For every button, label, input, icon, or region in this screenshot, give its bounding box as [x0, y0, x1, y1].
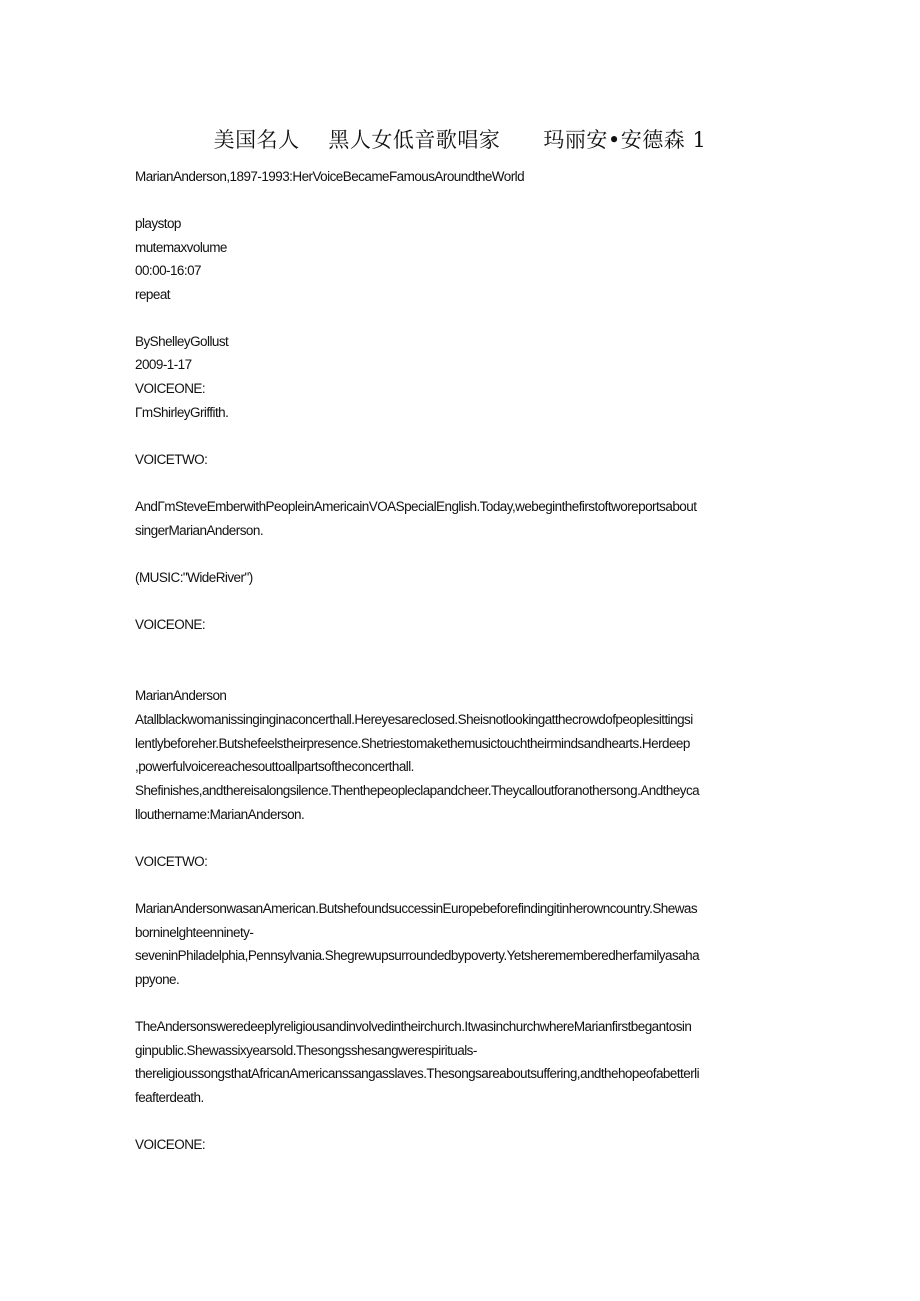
- player-mute-volume: mutemaxvolume: [135, 240, 227, 255]
- paragraph-line: TheAndersonsweredeeplyreligiousandinvolvedintheirchurch.ItwasinchurchwhereMarianfirstbegantosin: [135, 1019, 692, 1034]
- paragraph-line: Shefinishes,andthereisalongsilence.Thenthepeopleclapandcheer.Theycalloutforanothersong.Andtheyca: [135, 783, 700, 798]
- section-heading: MarianAnderson: [135, 688, 227, 703]
- paragraph-line: ginpublic.Shewassixyearsold.Thesongsshesangwerespirituals-: [135, 1043, 477, 1058]
- paragraph-line: thereligioussongsthatAfricanAmericanssangasslaves.Thesongsareaboutsuffering,andthehopeofabetterli: [135, 1066, 700, 1081]
- date: 2009-1-17: [135, 357, 192, 372]
- paragraph-line: MarianAndersonwasanAmerican.ButshefoundsuccessinEuropebeforefindingitinherowncountry.Shewas: [135, 901, 698, 916]
- paragraph-line: singerMarianAnderson.: [135, 523, 264, 538]
- player-time: 00:00-16:07: [135, 263, 202, 278]
- subtitle: MarianAnderson,1897-1993:HerVoiceBecameFamousAroundtheWorld: [135, 169, 525, 184]
- paragraph-line: llouthername:MarianAnderson.: [135, 807, 305, 822]
- speaker-label: VOICETWO:: [135, 452, 208, 467]
- paragraph-line: Atallblackwomanissinginginaconcerthall.Hereyesareclosed.Sheisnotlookingatthecrowdofpeoplesittingsi: [135, 712, 693, 727]
- paragraph-line: ,powerfulvoicereachesouttoallpartsoftheconcerthall.: [135, 759, 414, 774]
- speaker-label: VOICEONE:: [135, 1137, 206, 1152]
- player-play-stop: playstop: [135, 216, 181, 231]
- speaker-label: VOICEONE:: [135, 381, 206, 396]
- text-line: ΓmShirleyGriffith.: [135, 405, 229, 420]
- speaker-label: VOICETWO:: [135, 854, 208, 869]
- paragraph-line: ppyone.: [135, 972, 180, 987]
- paragraph-line: borninelghteenninety-: [135, 925, 254, 940]
- paragraph-line: AndΓmSteveEmberwithPeopleinAmericainVOASpecialEnglish.Today,webeginthefirstoftworeportsabout: [135, 499, 697, 514]
- paragraph-line: lentlybeforeher.Butshefeelstheirpresence.Shetriestomakethemusictouchtheirmindsandhearts.Herdeep: [135, 736, 690, 751]
- paragraph-line: seveninPhiladelphia,Pennsylvania.Shegrewupsurroundedbypoverty.Yetsherememberedherfamilyasaha: [135, 948, 700, 963]
- byline: ByShelleyGollust: [135, 334, 229, 349]
- music-cue: (MUSIC:"WideRiver"): [135, 570, 253, 585]
- speaker-label: VOICEONE:: [135, 617, 206, 632]
- paragraph-line: feafterdeath.: [135, 1090, 204, 1105]
- player-repeat: repeat: [135, 287, 170, 302]
- page-title: 美国名人 黑人女低音歌唱家 玛丽安•安德森 1: [213, 128, 707, 152]
